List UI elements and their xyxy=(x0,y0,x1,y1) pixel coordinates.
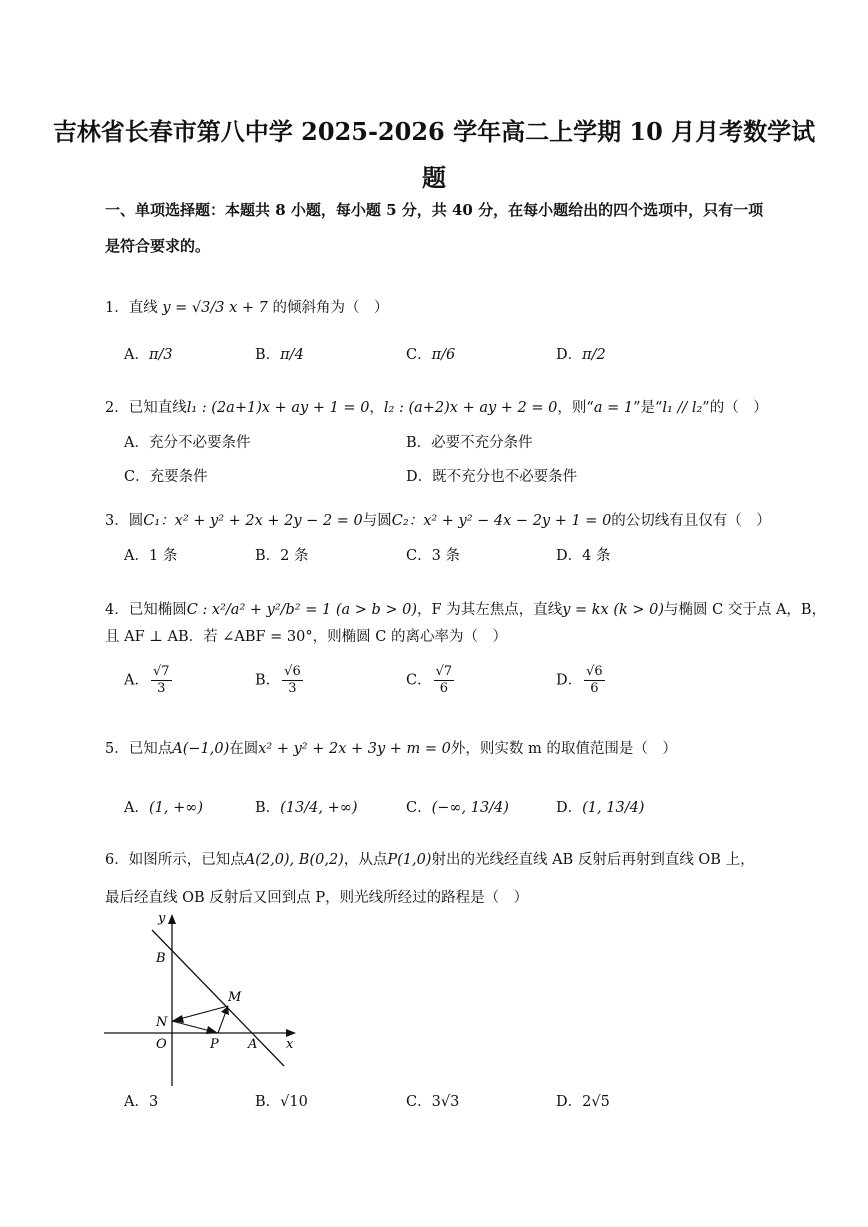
section-heading: 一、单项选择题：本题共 8 小题，每小题 5 分，共 40 分，在每小题给出的四个选项中，只有一项是符合要求的。 xyxy=(105,201,764,255)
q2-option-d xyxy=(406,465,577,486)
q1-option-d xyxy=(556,343,606,364)
q2-option-c xyxy=(124,465,208,486)
option-value: 3 条 xyxy=(431,548,460,564)
q2-mid: ，则“ xyxy=(557,400,594,416)
q2-sep: ， xyxy=(369,400,384,416)
option-label: A． xyxy=(124,347,149,363)
question-2-stem xyxy=(105,396,768,417)
q6-option-b xyxy=(255,1090,308,1111)
q3-option-a xyxy=(124,544,177,565)
question-3-stem xyxy=(105,509,771,530)
q5-circle: x² + y² + 2x + 3y + m = 0 xyxy=(258,741,451,757)
q3-c2: C₂： xyxy=(391,513,424,529)
q6-prefix: 6．如图所示，已知点 xyxy=(105,852,245,868)
frac-num: √7 xyxy=(435,664,453,679)
option-value: 2√5 xyxy=(582,1094,610,1110)
q2-suffix: ”的（ ） xyxy=(702,400,768,416)
label-o: O xyxy=(156,1037,167,1052)
option-label: D． xyxy=(556,548,583,564)
q4-option-d xyxy=(556,664,607,697)
q6-mid: ，从点 xyxy=(343,852,388,868)
label-y: y xyxy=(158,911,166,926)
option-value: (1, 13/4) xyxy=(582,800,645,816)
q3-mid: 与圆 xyxy=(362,513,392,529)
q5-option-c xyxy=(406,796,509,817)
option-label: C． xyxy=(406,672,432,689)
option-label: A． xyxy=(124,548,149,564)
frac-den: 3 xyxy=(157,681,166,696)
question-4-stem xyxy=(105,598,826,619)
q5-option-a xyxy=(124,796,203,817)
q3-c1: C₁： xyxy=(143,513,175,529)
q4-option-c xyxy=(406,664,456,697)
q2-option-b xyxy=(406,431,533,452)
option-label: C． xyxy=(406,548,432,564)
option-label: D． xyxy=(556,800,583,816)
q3-option-d xyxy=(556,544,610,565)
option-label: D． xyxy=(556,672,583,689)
option-value: 必要不充分条件 xyxy=(431,435,533,451)
frac-den: 6 xyxy=(439,681,449,696)
question-6-stem xyxy=(105,848,755,869)
q4-option-b xyxy=(255,664,305,697)
q4-option-a xyxy=(124,664,174,697)
frac-num: √6 xyxy=(284,664,301,679)
q2-prefix: 2．已知直线 xyxy=(105,400,187,416)
frac-num: √7 xyxy=(152,664,170,679)
option-label: A． xyxy=(124,672,149,689)
option-label: B． xyxy=(406,435,432,451)
q2-line2: l₂ : (a+2)x + ay + 2 = 0 xyxy=(383,400,558,416)
ray-np-arrow xyxy=(206,1026,218,1034)
q6-suffix: 射出的光线经直线 AB 反射后再射到直线 OB 上， xyxy=(431,852,755,868)
frac-num: √6 xyxy=(586,664,603,679)
q5-mid: 在圆 xyxy=(229,741,259,757)
frac-den: 3 xyxy=(288,681,297,696)
option-value: 3√3 xyxy=(431,1094,460,1110)
q5-option-d xyxy=(556,796,644,817)
q3-option-b xyxy=(255,544,309,565)
page-title-line2: 题 xyxy=(422,163,446,192)
option-label: B． xyxy=(255,548,281,564)
q6-points: A(2,0), B(0,2) xyxy=(244,852,344,868)
option-label: A． xyxy=(124,435,149,451)
q3-formula1: x² + y² + 2x + 2y − 2 = 0 xyxy=(174,513,363,529)
q3-prefix: 3．圆 xyxy=(105,513,144,529)
option-label: D． xyxy=(556,1094,583,1110)
q1-prefix: 1．直线 xyxy=(105,300,158,316)
q1-suffix: 的倾斜角为（ ） xyxy=(272,300,389,316)
option-value: (13/4, +∞) xyxy=(280,800,358,816)
q4-mid: ，F 为其左焦点，直线 xyxy=(417,602,563,618)
q4-ellipse: C : x²/a² + y²/b² = 1 (a > b > 0) xyxy=(186,602,418,618)
q6-option-d xyxy=(556,1090,610,1111)
q6-option-c xyxy=(406,1090,459,1111)
label-m: M xyxy=(228,990,242,1005)
q2-cond1: a = 1 xyxy=(593,400,634,416)
option-label: B． xyxy=(255,1094,281,1110)
option-value: π/2 xyxy=(582,347,606,363)
option-value: 1 条 xyxy=(148,548,178,564)
option-label: A． xyxy=(124,800,149,816)
q5-prefix: 5．已知点 xyxy=(105,741,173,757)
option-label: B． xyxy=(255,800,281,816)
q4-line: y = kx (k > 0) xyxy=(562,602,665,618)
question-5-stem xyxy=(105,737,677,758)
label-b: B xyxy=(156,951,166,966)
question-4-line2: 且 AF ⊥ AB．若 ∠ABF = 30°，则椭圆 C 的离心率为（ ） xyxy=(105,629,507,645)
q3-formula2: x² + y² − 4x − 2y + 1 = 0 xyxy=(423,513,612,529)
option-label: C． xyxy=(406,800,432,816)
y-axis-arrow xyxy=(168,914,176,924)
option-value: 2 条 xyxy=(280,548,309,564)
q6-point-p: P(1,0) xyxy=(387,852,432,868)
option-label: A． xyxy=(124,1094,149,1110)
page-title-line1: 吉林省长春市第八中学 2025-2026 学年高二上学期 10 月月考数学试 xyxy=(52,117,816,146)
option-label: C． xyxy=(406,347,432,363)
option-value: π/3 xyxy=(148,347,173,363)
option-label: B． xyxy=(255,347,281,363)
option-value: √10 xyxy=(280,1094,308,1110)
q2-line1: l₁ : (2a+1)x + ay + 1 = 0 xyxy=(186,400,370,416)
q5-suffix: 外，则实数 m 的取值范围是（ ） xyxy=(450,741,677,757)
option-label: D． xyxy=(406,469,433,485)
question-1-stem xyxy=(105,296,388,317)
option-label: C． xyxy=(406,1094,432,1110)
frac-den: 6 xyxy=(590,681,599,696)
option-value: (−∞, 13/4) xyxy=(431,800,509,816)
q3-suffix: 的公切线有且仅有（ ） xyxy=(611,513,771,529)
option-value: π/6 xyxy=(431,347,456,363)
q2-cond2: l₁ // l₂ xyxy=(662,400,703,416)
q4-mid2: 与椭圆 C 交于点 A，B， xyxy=(664,602,827,618)
q2-option-a xyxy=(124,431,250,452)
q6-option-a xyxy=(124,1090,158,1111)
option-value: π/4 xyxy=(280,347,304,363)
label-a: A xyxy=(248,1037,258,1052)
option-value: 充要条件 xyxy=(149,469,208,485)
option-value: 既不充分也不必要条件 xyxy=(432,469,578,485)
option-label: C． xyxy=(124,469,150,485)
option-value: (1, +∞) xyxy=(148,800,203,816)
q5-point: A(−1,0) xyxy=(172,741,230,757)
option-label: B． xyxy=(255,672,281,689)
label-n: N xyxy=(156,1015,168,1030)
option-value: 4 条 xyxy=(582,548,611,564)
q1-option-b xyxy=(255,343,304,364)
q4-prefix: 4．已知椭圆 xyxy=(105,602,187,618)
label-x: x xyxy=(286,1037,294,1052)
q3-option-c xyxy=(406,544,460,565)
option-value: 充分不必要条件 xyxy=(148,435,251,451)
q6-figure xyxy=(100,908,310,1093)
q1-option-a xyxy=(124,343,173,364)
x-axis-arrow xyxy=(286,1029,296,1037)
label-p: P xyxy=(210,1037,219,1052)
q1-option-c xyxy=(406,343,455,364)
q5-option-b xyxy=(255,796,357,817)
question-6-line2: 最后经直线 OB 反射后又回到点 P，则光线所经过的路程是（ ） xyxy=(105,890,529,906)
q2-mid2: ”是“ xyxy=(633,400,663,416)
option-label: D． xyxy=(556,347,583,363)
q1-formula: y = √3/3 x + 7 xyxy=(162,300,268,316)
option-value: 3 xyxy=(148,1094,159,1110)
